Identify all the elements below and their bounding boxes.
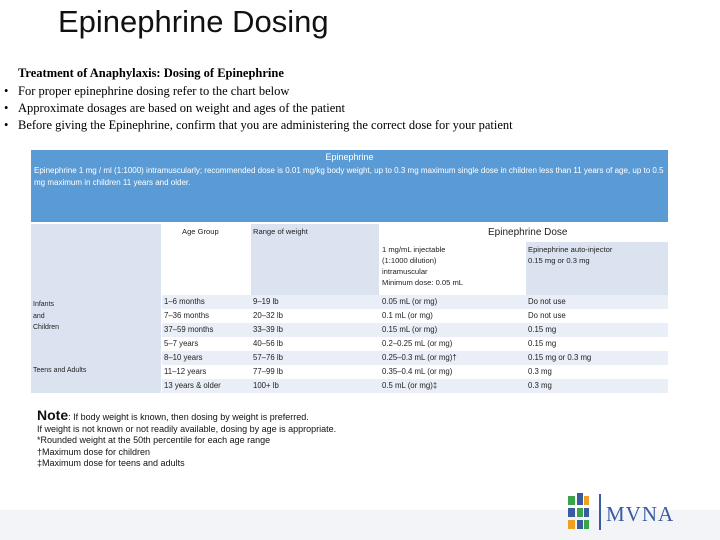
note-keyword: Note — [37, 407, 69, 423]
note-block — [37, 407, 337, 470]
injectable-header: 1 mg/mL injectable (1:1000 dilution) intramuscular Minimum dose: 0.05 mL — [380, 242, 525, 328]
bullet-icon: • — [4, 118, 9, 132]
logo-divider — [599, 494, 601, 530]
weight-range-label: Range of weight — [253, 227, 308, 236]
subtitle: Treatment of Anaphylaxis: Dosing of Epinephrine — [18, 66, 284, 80]
table-header-title: Epinephrine — [325, 152, 374, 162]
age-group-label: Age Group — [182, 227, 219, 236]
bullet-list — [4, 83, 513, 134]
list-item: • Approximate dosages are based on weight and ages of the patient — [4, 101, 345, 115]
note-line: †Maximum dose for children — [37, 446, 151, 457]
list-item: • For proper epinephrine dosing refer to the chart below — [4, 84, 290, 98]
page-title: Epinephrine Dosing — [58, 4, 329, 39]
table-header-banner — [31, 150, 668, 222]
list-item: • Before giving the Epinephrine, confirm that you are administering the correct dose for your patient — [4, 118, 513, 132]
logo-text: MVNA — [606, 502, 675, 526]
note-line: If weight is not known or not readily available, dosing by age is appropriate. — [37, 423, 337, 434]
autoinjector-header: Epinephrine auto-injector 0.15 mg or 0.3 mg — [526, 242, 668, 328]
bullet-icon: • — [4, 101, 9, 115]
logo-mark-icon — [562, 490, 598, 532]
mvna-logo — [562, 490, 675, 532]
note-line: ‡Maximum dose for teens and adults — [37, 458, 185, 468]
table-header-description: Epinephrine 1 mg / ml (1:1000) intramuscularly; recommended dose is 0.01 mg/kg body weight, up to 0.3 mg maximum single dose in children less than 11 years of age, up to 0.5 mg maximum in children 11 years and older. — [34, 166, 664, 187]
bullet-icon: • — [4, 84, 9, 98]
dosing-table: Epinephrine Epinephrine 1 mg / ml (1:1000) intramuscularly; recommended dose is 0.01 mg/kg body weight, up to 0.3 mg maximum single dose in children less than 11 years of age, up to 0.5 mg maximum in children 11 years and older. Age Group Range of weight Epinephrine Dose 1 mg/mL injectable (1:1000 dilution) intramuscular Minimum dose: 0.05 mL Epinephrine auto-injector 0.15 mg or 0.3 mg Infants and Children Teens and Adults 1–6 months 9–19 lb 0.05 mL (or mg) Do not use 7–36 months 20–32 lb 0.1 mL (or mg) Do not use 37–59 months 33–39 lb 0.15 mL (or mg) 0.15 mg 5–7 years 40–56 lb 0.2–0.25 mL (or mg) 0.15 mg 8–10 years 57–76 lb 0.25–0.3 mL (or mg)† 0.15 mg or 0.3 mg 11–12 years 77–99 lb 0.35–0.4 mL (or mg) 0.3 mg 13 years & older 100+ lb 0.5 mL (or mg)‡ 0.3 mg — [31, 150, 668, 394]
note-first-line: Note: If body weight is known, then dosing by weight is preferred. — [37, 407, 309, 423]
group-column: Infants and Children Teens and Adults — [31, 295, 161, 393]
dose-title: Epinephrine Dose — [488, 227, 568, 238]
note-line: *Rounded weight at the 50th percentile for each age range — [37, 435, 271, 445]
